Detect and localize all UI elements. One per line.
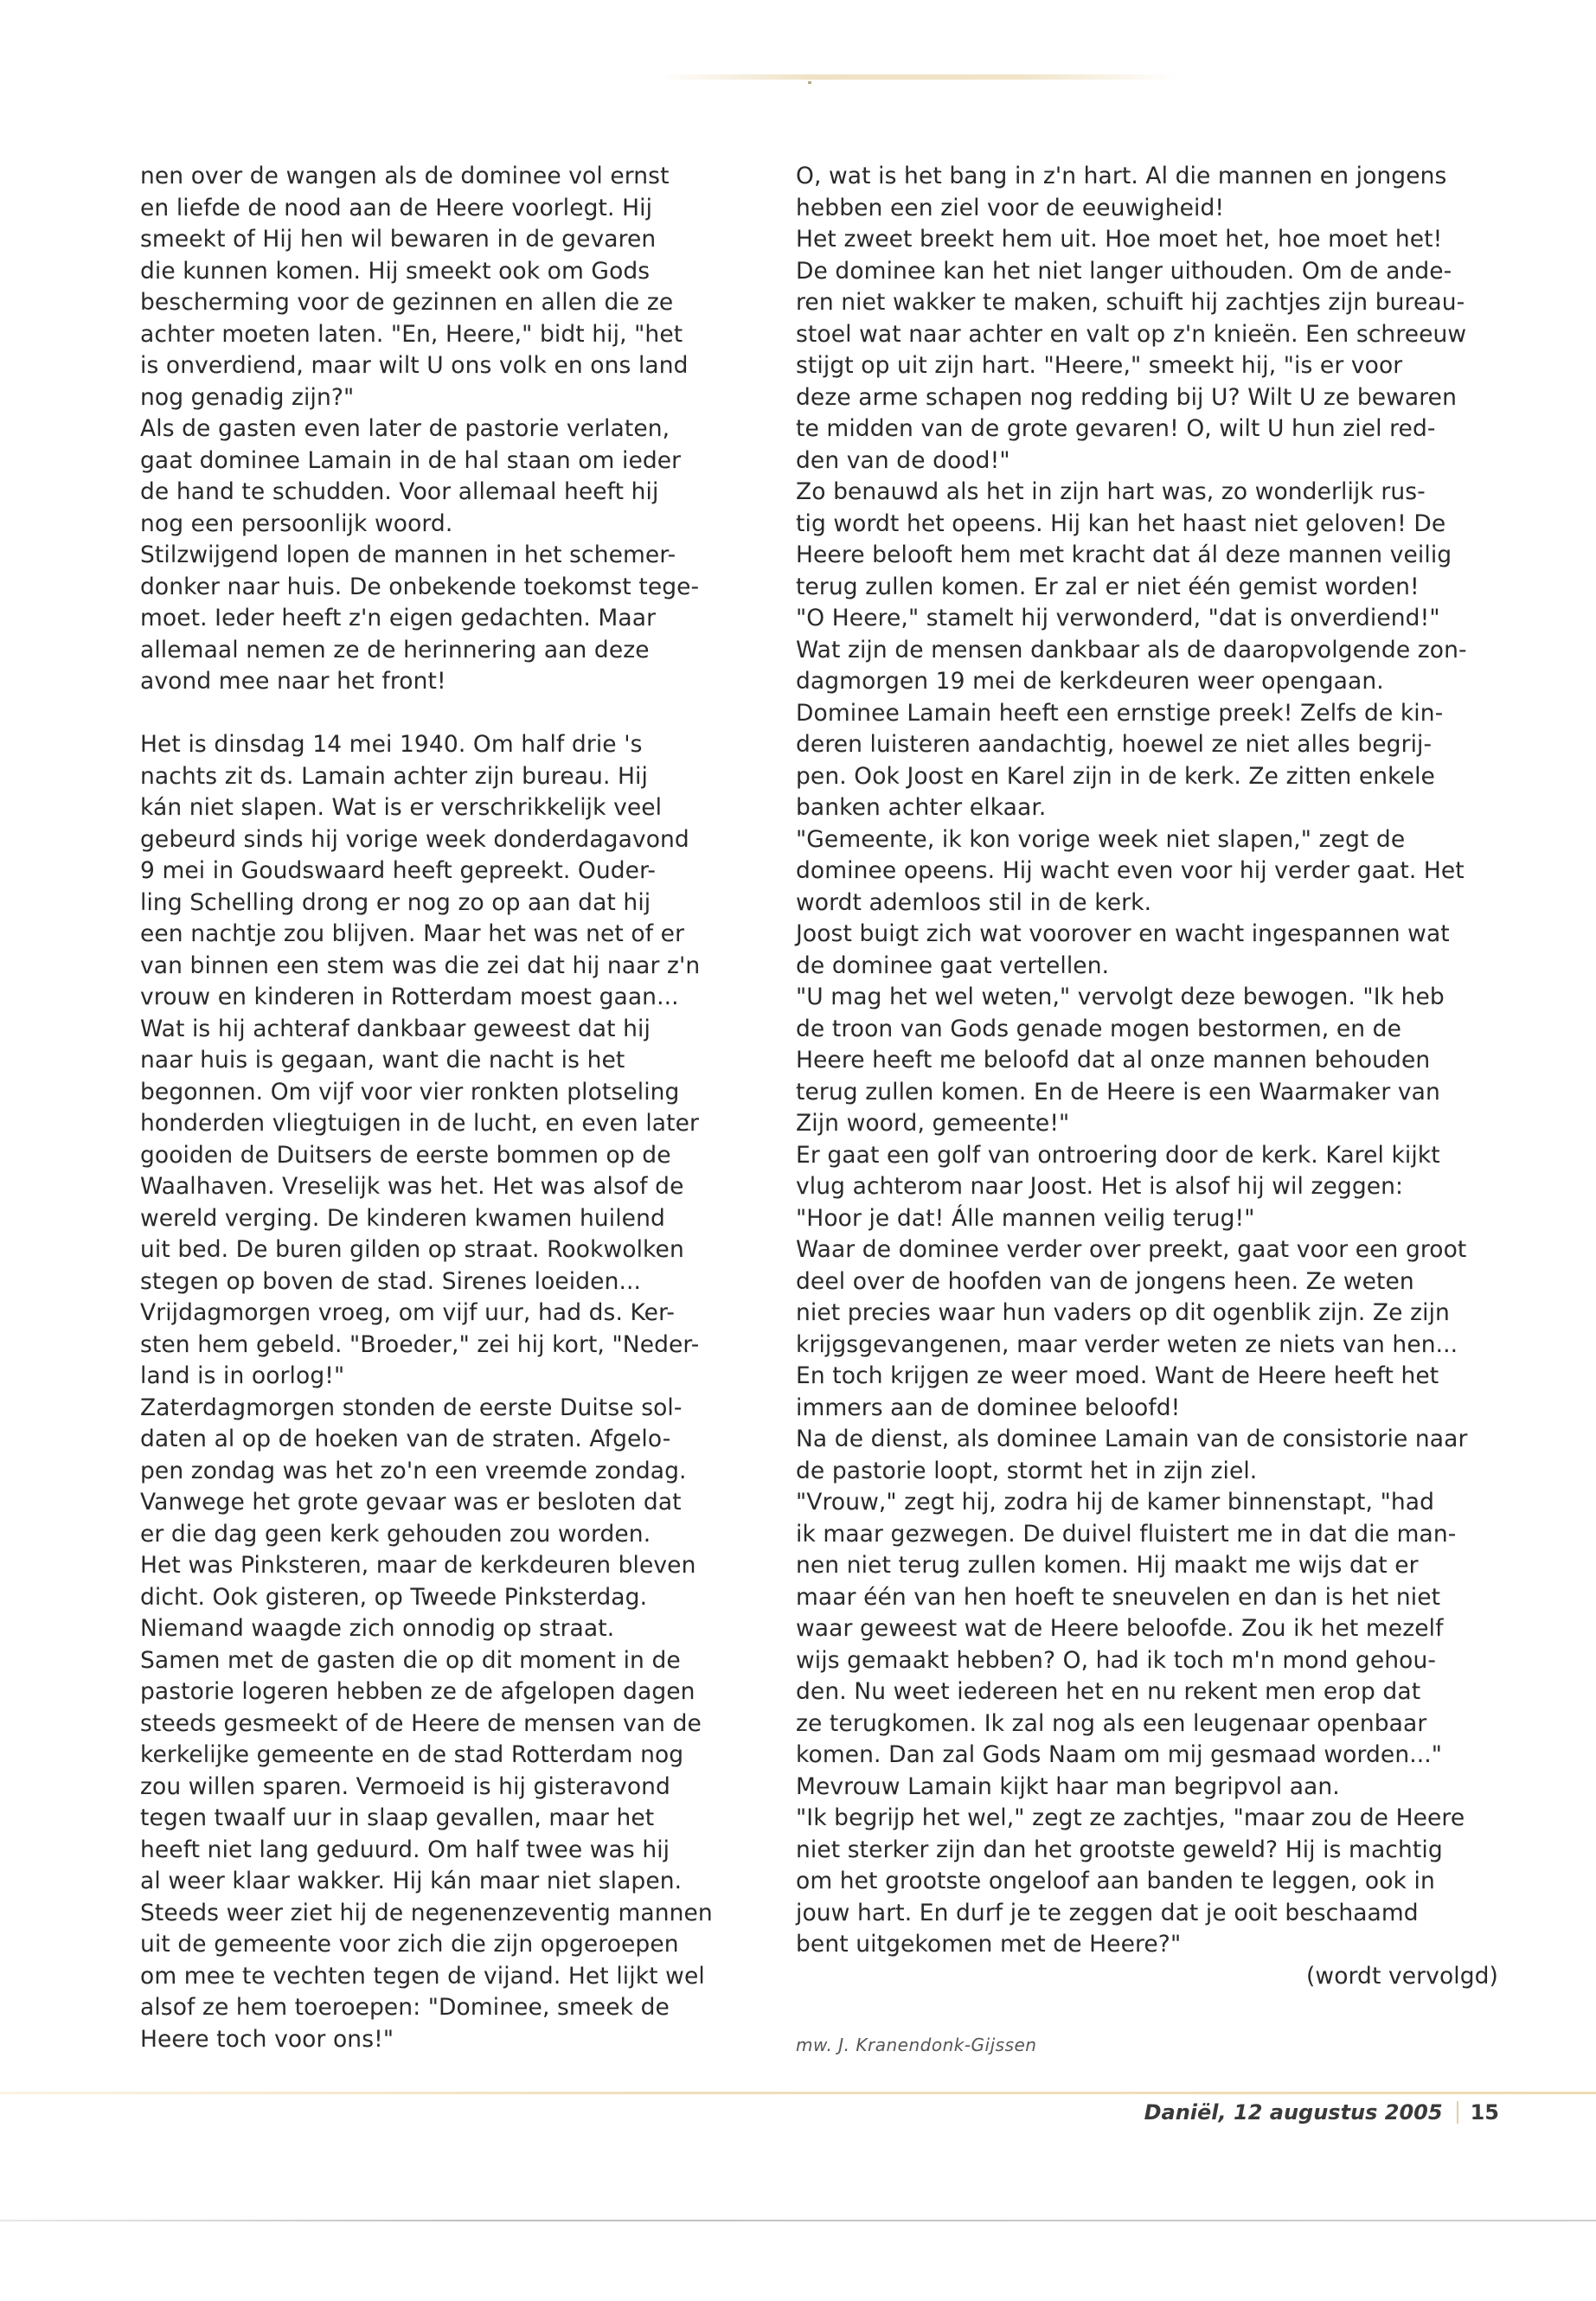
paragraph: Stilzwijgend lopen de mannen in het schemer- donker naar huis. De onbekende toekomst tege- moet. Ieder heeft z'n eigen gedachten. Maar allemaal nemen ze de herinnering aan deze avond mee naar het front!	[140, 542, 700, 695]
paragraph: "Ik begrijp het wel," zegt ze zachtjes, "maar zou de Heere niet sterker zijn dan het grootste geweld? Hij is machtig om het grootste ongeloof aan banden te leggen, ook in jouw hart. En durf je te zeggen dat je ooit beschaamd bent uitgekomen met de Heere?"	[796, 1804, 1465, 1958]
footer-separator	[1457, 2101, 1458, 2124]
top-decoration-bar	[657, 74, 1176, 80]
author-credit: mw. J. Kranendonk-Gijssen	[796, 2035, 1037, 2055]
paragraph: "Gemeente, ik kon vorige week niet slapen," zegt de dominee opeens. Hij wacht even voor hij verder gaat. Het wordt ademloos stil in de kerk.	[796, 825, 1465, 916]
paragraph: Het is dinsdag 14 mei 1940. Om half drie 's nachts zit ds. Lamain achter zijn bureau. Hij kán niet slapen. Wat is er verschrikkelijk veel gebeurd sinds hij vorige week donderdagavond 9 mei in Goudswaard heeft gepreekt. Ouder- ling Schelling drong er nog zo op aan dat hij een nachtje zou blijven. Maar het was net of er van binnen een stem was die zei dat hij naar z'n vrouw en kinderen in Rotterdam moest gaan... Wat is hij achteraf dankbaar geweest dat hij naar huis is gegaan, want die nacht is het begonnen. Om vijf voor vier ronkten plotseling honderden vliegtuigen in de lucht, en even later gooiden de Duitsers de eerste bommen op de Waalhaven. Vreselijk was het. Het was alsof de wereld verging. De kinderen kwamen huilend uit bed. De buren gilden op straat. Rookwolken stegen op boven de stad. Sirenes loeiden...	[140, 731, 701, 1295]
paragraph: Joost buigt zich wat voorover en wacht ingespannen wat de dominee gaat vertellen.	[796, 920, 1450, 979]
page-bottom-edge	[0, 2220, 1596, 2221]
right-text-column	[796, 161, 1505, 1992]
paragraph: Mevrouw Lamain kijkt haar man begripvol aan.	[796, 1772, 1340, 1800]
paragraph: "U mag het wel weten," vervolgt deze bewogen. "Ik heb de troon van Gods genade mogen bestormen, en de Heere heeft me beloofd dat al onze mannen behouden terug zullen komen. En de Heere is een Waarmaker van Zijn woord, gemeente!"	[796, 984, 1445, 1137]
paragraph: Wat zijn de mensen dankbaar als de daaropvolgende zon- dagmorgen 19 mei de kerkdeuren weer opengaan. Dominee Lamain heeft een ernstige preek! Zelfs de kin- deren luisteren aandachtig, hoewel ze niet alles begrij- pen. Ook Joost en Karel zijn in de kerk. Ze zitten enkele banken achter elkaar.	[796, 636, 1467, 821]
paragraph: Er gaat een golf van ontroering door de kerk. Karel kijkt vlug achterom naar Joost. Het is alsof hij wil zeggen: "Hoor je dat! Álle mannen veilig terug!"	[796, 1141, 1440, 1232]
paragraph: Zo benauwd als het in zijn hart was, zo wonderlijk rus- tig wordt het opeens. Hij kan het haast niet geloven! De Heere belooft hem met kracht dat ál deze mannen veilig terug zullen komen. Er zal er niet één gemist worden! "O Heere," stamelt hij verwonderd, "dat is onverdiend!"	[796, 478, 1452, 631]
paragraph: nen over de wangen als de dominee vol ernst en liefde de nood aan de Heere voorlegt. Hij smeekt of Hij hen wil bewaren in de gevaren die kunnen komen. Hij smeekt ook om Gods bescherming voor de gezinnen en allen die ze achter moeten laten. "En, Heere," bidt hij, "het is onverdiend, maar wilt U ons volk en ons land nog genadig zijn?"	[140, 163, 689, 411]
paragraph: Samen met de gasten die op dit moment in de pastorie logeren hebben ze de afgelopen dagen steeds gesmeekt of de Heere de mensen van de kerkelijke gemeente en de stad Rotterdam nog zou willen sparen. Vermoeid is hij gisteravond tegen twaalf uur in slaap gevallen, maar het heeft niet lang geduurd. Om half twee was hij al weer klaar wakker. Hij kán maar niet slapen. Steeds weer ziet hij de negenenzeventig mannen uit de gemeente voor zich die zijn opgeroepen om mee te vechten tegen de vijand. Het lijkt wel alsof ze hem toeroepen: "Dominee, smeek de Heere toch voor ons!"	[140, 1646, 713, 2053]
paragraph: Zaterdagmorgen stonden de eerste Duitse sol- daten al op de hoeken van de straten. Afgelo- pen zondag was het zo'n een vreemde zondag. Vanwege het grote gevaar was er besloten dat er die dag geen kerk gehouden zou worden. Het was Pinksteren, maar de kerkdeuren bleven dicht. Ook gisteren, op Tweede Pinksterdag. Niemand waagde zich onnodig op straat.	[140, 1394, 696, 1642]
paragraph: Als de gasten even later de pastorie verlaten, gaat dominee Lamain in de hal staan om ieder de hand te schudden. Voor allemaal heeft hij nog een persoonlijk woord.	[140, 415, 682, 537]
publication-info: Daniël, 12 augustus 2005	[1144, 2100, 1443, 2125]
paragraph: Het zweet breekt hem uit. Hoe moet het, hoe moet het! De dominee kan het niet langer uithouden. Om de ande- ren niet wakker te maken, schuift hij zachtjes zijn bureau- stoel wat naar achter en valt op z'n knieën. Een schreeuw stijgt op uit zijn hart. "Heere," smeekt hij, "is er voor deze arme schapen nog redding bij U? Wilt U ze bewaren te midden van de grote gevaren! O, wilt U hun ziel red- den van de dood!"	[796, 226, 1467, 474]
continued-note: (wordt vervolgd)	[1305, 1962, 1498, 1990]
top-decoration-mark	[808, 81, 811, 84]
page-footer	[1144, 2100, 1499, 2125]
paragraph: Na de dienst, als dominee Lamain van de consistorie naar de pastorie loopt, stormt het in zijn ziel.	[796, 1426, 1468, 1484]
page-number: 15	[1470, 2100, 1499, 2125]
paragraph: O, wat is het bang in z'n hart. Al die mannen en jongens hebben een ziel voor de eeuwigheid!	[796, 163, 1447, 221]
paragraph: Waar de dominee verder over preekt, gaat voor een groot deel over de hoofden van de jongens heen. Ze weten niet precies waar hun vaders op dit ogenblik zijn. Ze zijn krijgsgevangenen, maar verder weten ze niets van hen... En toch krijgen ze weer moed. Want de Heere heeft het immers aan de dominee beloofd!	[796, 1236, 1467, 1421]
paragraph-gap	[140, 698, 750, 730]
paragraph: Vrijdagmorgen vroeg, om vijf uur, had ds. Ker- sten hem gebeld. "Broeder," zei hij kort, "Neder- land is in oorlog!"	[140, 1299, 700, 1389]
paragraph: "Vrouw," zegt hij, zodra hij de kamer binnenstapt, "had ik maar gezwegen. De duivel fluistert me in dat die man- nen niet terug zullen komen. Hij maakt me wijs dat er maar één van hen hoeft te sneuvelen en dan is het niet waar geweest wat de Heere beloofde. Zou ik het mezelf wijs gemaakt hebben? O, had ik toch m'n mond gehou- den. Nu weet iedereen het en nu rekent men erop dat ze terugkomen. Ik zal nog als een leugenaar openbaar komen. Dan zal Gods Naam om mij gesmaad worden..."	[796, 1489, 1457, 1768]
footer-rule	[0, 2092, 1596, 2094]
left-text-column	[140, 161, 750, 2055]
